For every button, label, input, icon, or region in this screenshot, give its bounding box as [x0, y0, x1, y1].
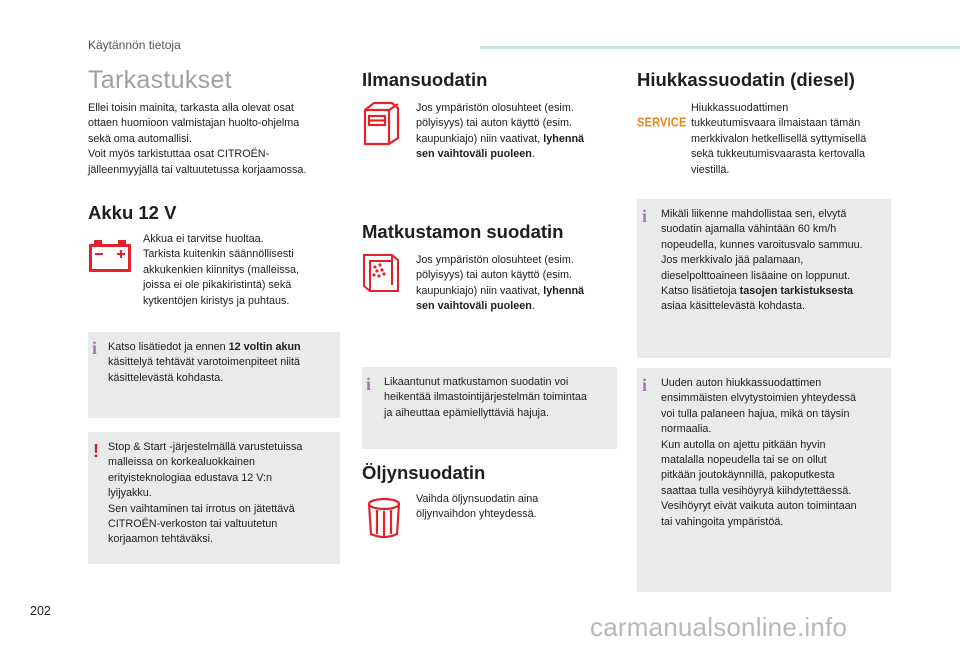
air-filter-text: Jos ympäristön olosuhteet (esim. pölyisyys) tai auton käyttö (esim. kaupunkiajo) niin vaativat, lyhennä sen vaihtoväli puoleen. — [416, 102, 585, 161]
air-filter-heading: Ilmansuodatin — [362, 69, 488, 90]
oil-filter-text: Vaihda öljynsuodatin aina öljynvaihdon yhteydessä. — [416, 493, 539, 521]
oil-filter-icon — [362, 496, 406, 542]
watermark: carmanualsonline.info — [590, 612, 848, 642]
intro-text: Ellei toisin mainita, tarkasta alla olevat osat ottaen huomioon valmistajan huolto-ohjelma sekä oma automallisi. Voit myös tarkistuttaa osat CITROËN- jälleenmyyjällä tai valtuutetussa korjaamossa. — [88, 102, 307, 176]
service-warning-icon: SERVICE — [637, 116, 687, 130]
oil-filter-heading: Öljynsuodatin — [362, 462, 486, 483]
warning-marker: ! — [93, 441, 99, 461]
particle-filter-text: Hiukkassuodattimen tukkeutumisvaara ilmaistaan tämän merkkivalon hetkellisellä syttymisellä sekä tukkeutumisvaarasta kertovalla viestillä. — [691, 102, 867, 176]
battery-text: Akkua ei tarvitse huoltaa. Tarkista kuitenkin säännöllisesti akkukenkien kiinnitys (malleissa, joissa ei ole pikakiristintä) sekä kytkentöjen kiristys ja puhtaus. — [143, 233, 300, 307]
info-marker: i — [642, 375, 648, 395]
particle-filter-info-box-1: i Mikäli liikenne mahdollistaa sen, elvytä suodatin ajamalla vähintään 60 km/h nopeudella, kunnes varoitusvalo sammuu. Jos merkkivalo jää palamaan, dieselpolttoaineen lisäaine on loppunut. Katso lisätietoja tasojen tarkistuksesta asiaa käsittelevästä kohdasta. — [637, 199, 891, 358]
particle-filter-info-box-2: i Uuden auton hiukkassuodattimen ensimmäisten elvytystoimien yhteydessä voi tulla palaneen hajua, mikä on täysin normaalia. Kun autolla on ajettu pitkään hyvin matalalla nopeudella tai se on ollut pitkään joutokäynnillä, pakoputkesta saattaa tulla vesihöyryä kiihdytettäessä. Vesihöyryt eivät vaikuta auton toimintaan tai vahingoita ympäristöä. — [637, 368, 891, 592]
page-number: 202 — [30, 604, 51, 618]
section-label: Käytännön tietoja — [88, 38, 181, 52]
particle-filter-heading: Hiukkassuodatin (diesel) — [637, 69, 855, 90]
battery-icon — [88, 239, 132, 275]
cabin-filter-icon — [362, 251, 400, 295]
cabin-filter-info-box: i Likaantunut matkustamon suodatin voi heikentää ilmastointijärjestelmän toimintaa ja aiheuttaa epämiellyttäviä hajuja. — [362, 367, 617, 449]
header-accent-bar — [480, 46, 960, 49]
cabin-filter-text: Jos ympäristön olosuhteet (esim. pölyisyys) tai auton käyttö (esim. kaupunkiajo) niin vaativat, lyhennä sen vaihtoväli puoleen. — [416, 254, 585, 313]
cabin-filter-heading: Matkustamon suodatin — [362, 221, 564, 242]
info-marker: i — [366, 374, 372, 394]
battery-heading: Akku 12 V — [88, 202, 177, 223]
info-marker: i — [92, 338, 98, 358]
page-title: Tarkastukset — [88, 66, 232, 94]
battery-warning-box: ! Stop & Start -järjestelmällä varustetuissa malleissa on korkealuokkainen erityisteknologiaa edustava 12 V:n lyijyakku. Sen vaihtaminen tai irrotus on jätettävä CITROËN-verkoston tai valtuutetun korjaamon tehtäväksi. — [88, 432, 340, 564]
info-marker: i — [642, 206, 648, 226]
air-filter-icon — [362, 100, 400, 146]
battery-info-box: i Katso lisätiedot ja ennen 12 voltin akun käsittelyä tehtävät varotoimenpiteet niitä käsittelevästä kohdasta. — [88, 332, 340, 418]
